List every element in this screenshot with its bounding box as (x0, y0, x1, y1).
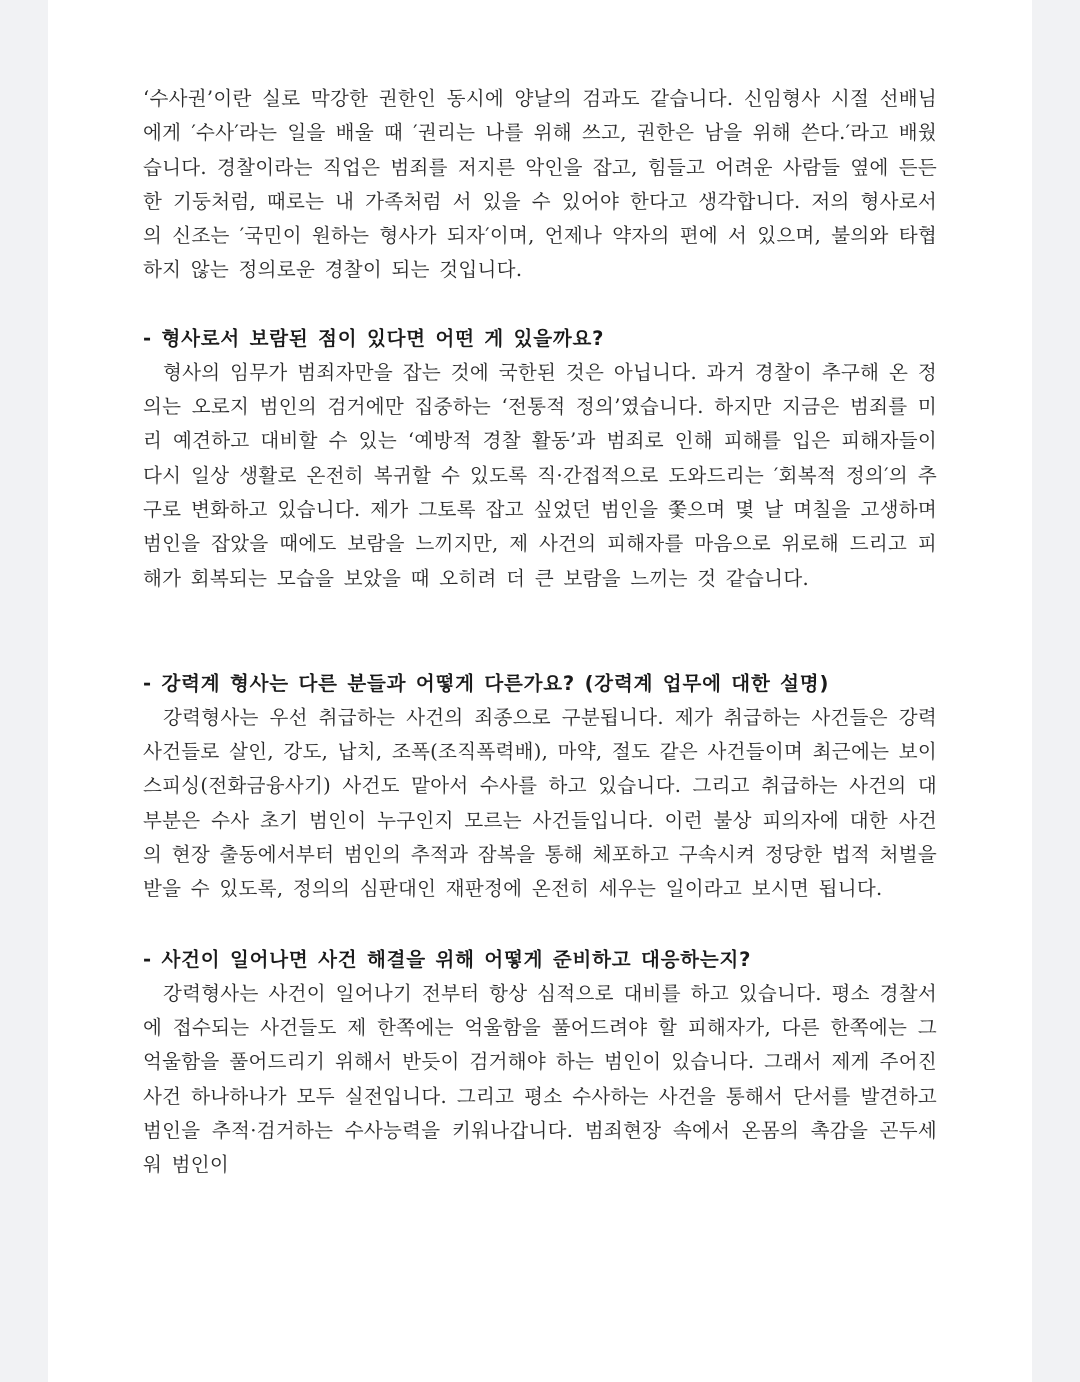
section-heading-violent-crimes: - 강력계 형사는 다른 분들과 어떻게 다른가요? (강력계 업무에 대한 설명) (143, 671, 830, 695)
intro-paragraph: ‘수사권’이란 실로 막강한 권한인 동시에 양날의 검과도 같습니다. 신임형사 시절 선배님에게 ′수사′라는 일을 배울 때 ′권리는 나를 위해 쓰고, 권한은 남을 위해 쓴다.′라고 배웠습니다. 경찰이라는 직업은 범죄를 저지른 악인을 잡고, 힘들고 어려운 사람들 옆에 든든한 기둥처럼, 때로는 내 가족처럼 서 있을 수 있어야 한다고 생각합니다. 저의 형사로서의 신조는 ′국민이 원하는 형사가 되자′이며, 언제나 약자의 편에 서 있으며, 불의와 타협하지 않는 정의로운 경찰이 되는 것입니다. (143, 87, 937, 282)
section-heading-reward: - 형사로서 보람된 점이 있다면 어떤 게 있을까요? (143, 326, 605, 350)
document-content (143, 82, 937, 1182)
spacer (143, 288, 937, 322)
spacer (143, 596, 937, 667)
section-body-reward: 형사의 임무가 범죄자만을 잡는 것에 국한된 것은 아닙니다. 과거 경찰이 추구해 온 정의는 오로지 범인의 검거에만 집중하는 ‘전통적 정의’였습니다. 하지만 지금은 범죄를 미리 예견하고 대비할 수 있는 ‘예방적 경찰 활동’과 범죄로 인해 피해를 입은 피해자들이 다시 일상 생활로 온전히 복귀할 수 있도록 직·간접적으로 도와드리는 ′회복적 정의′의 추구로 변화하고 있습니다. 제가 그토록 잡고 싶었던 범인을 쫓으며 몇 날 며칠을 고생하며 범인을 잡았을 때에도 보람을 느끼지만, 제 사건의 피해자를 마음으로 위로해 드리고 피해가 회복되는 모습을 보았을 때 오히려 더 큰 보람을 느끼는 것 같습니다. (143, 360, 937, 590)
section-heading-case-response: - 사건이 일어나면 사건 해결을 위해 어떻게 준비하고 대응하는지? (143, 947, 752, 971)
section-body-violent-crimes: 강력형사는 우선 취급하는 사건의 죄종으로 구분됩니다. 제가 취급하는 사건들은 강력사건들로 살인, 강도, 납치, 조폭(조직폭력배), 마약, 절도 같은 사건들이며 최근에는 보이스피싱(전화금융사기) 사건도 맡아서 수사를 하고 있습니다. 그리고 취급하는 사건의 대부분은 수사 초기 범인이 누구인지 모르는 사건들입니다. 이런 불상 피의자에 대한 사건의 현장 출동에서부터 범인의 추적과 잠복을 통해 체포하고 구속시켜 정당한 법적 처벌을 받을 수 있도록, 정의의 심판대인 재판정에 온전히 세우는 일이라고 보시면 됩니다. (143, 705, 937, 901)
document-page (48, 0, 1032, 1382)
section-body-case-response: 강력형사는 사건이 일어나기 전부터 항상 심적으로 대비를 하고 있습니다. 평소 경찰서에 접수되는 사건들도 제 한쪽에는 억울함을 풀어드려야 할 피해자가, 다른 한쪽에는 그 억울함을 풀어드리기 위해서 반듯이 검거해야 하는 범인이 있습니다. 그래서 제게 주어진 사건 하나하나가 모두 실전입니다. 그리고 평소 수사하는 사건을 통해서 단서를 발견하고 범인을 추적·검거하는 수사능력을 키워나갑니다. 범죄현장 속에서 온몸의 촉감을 곤두세워 범인이 (143, 981, 937, 1177)
spacer (143, 907, 937, 943)
